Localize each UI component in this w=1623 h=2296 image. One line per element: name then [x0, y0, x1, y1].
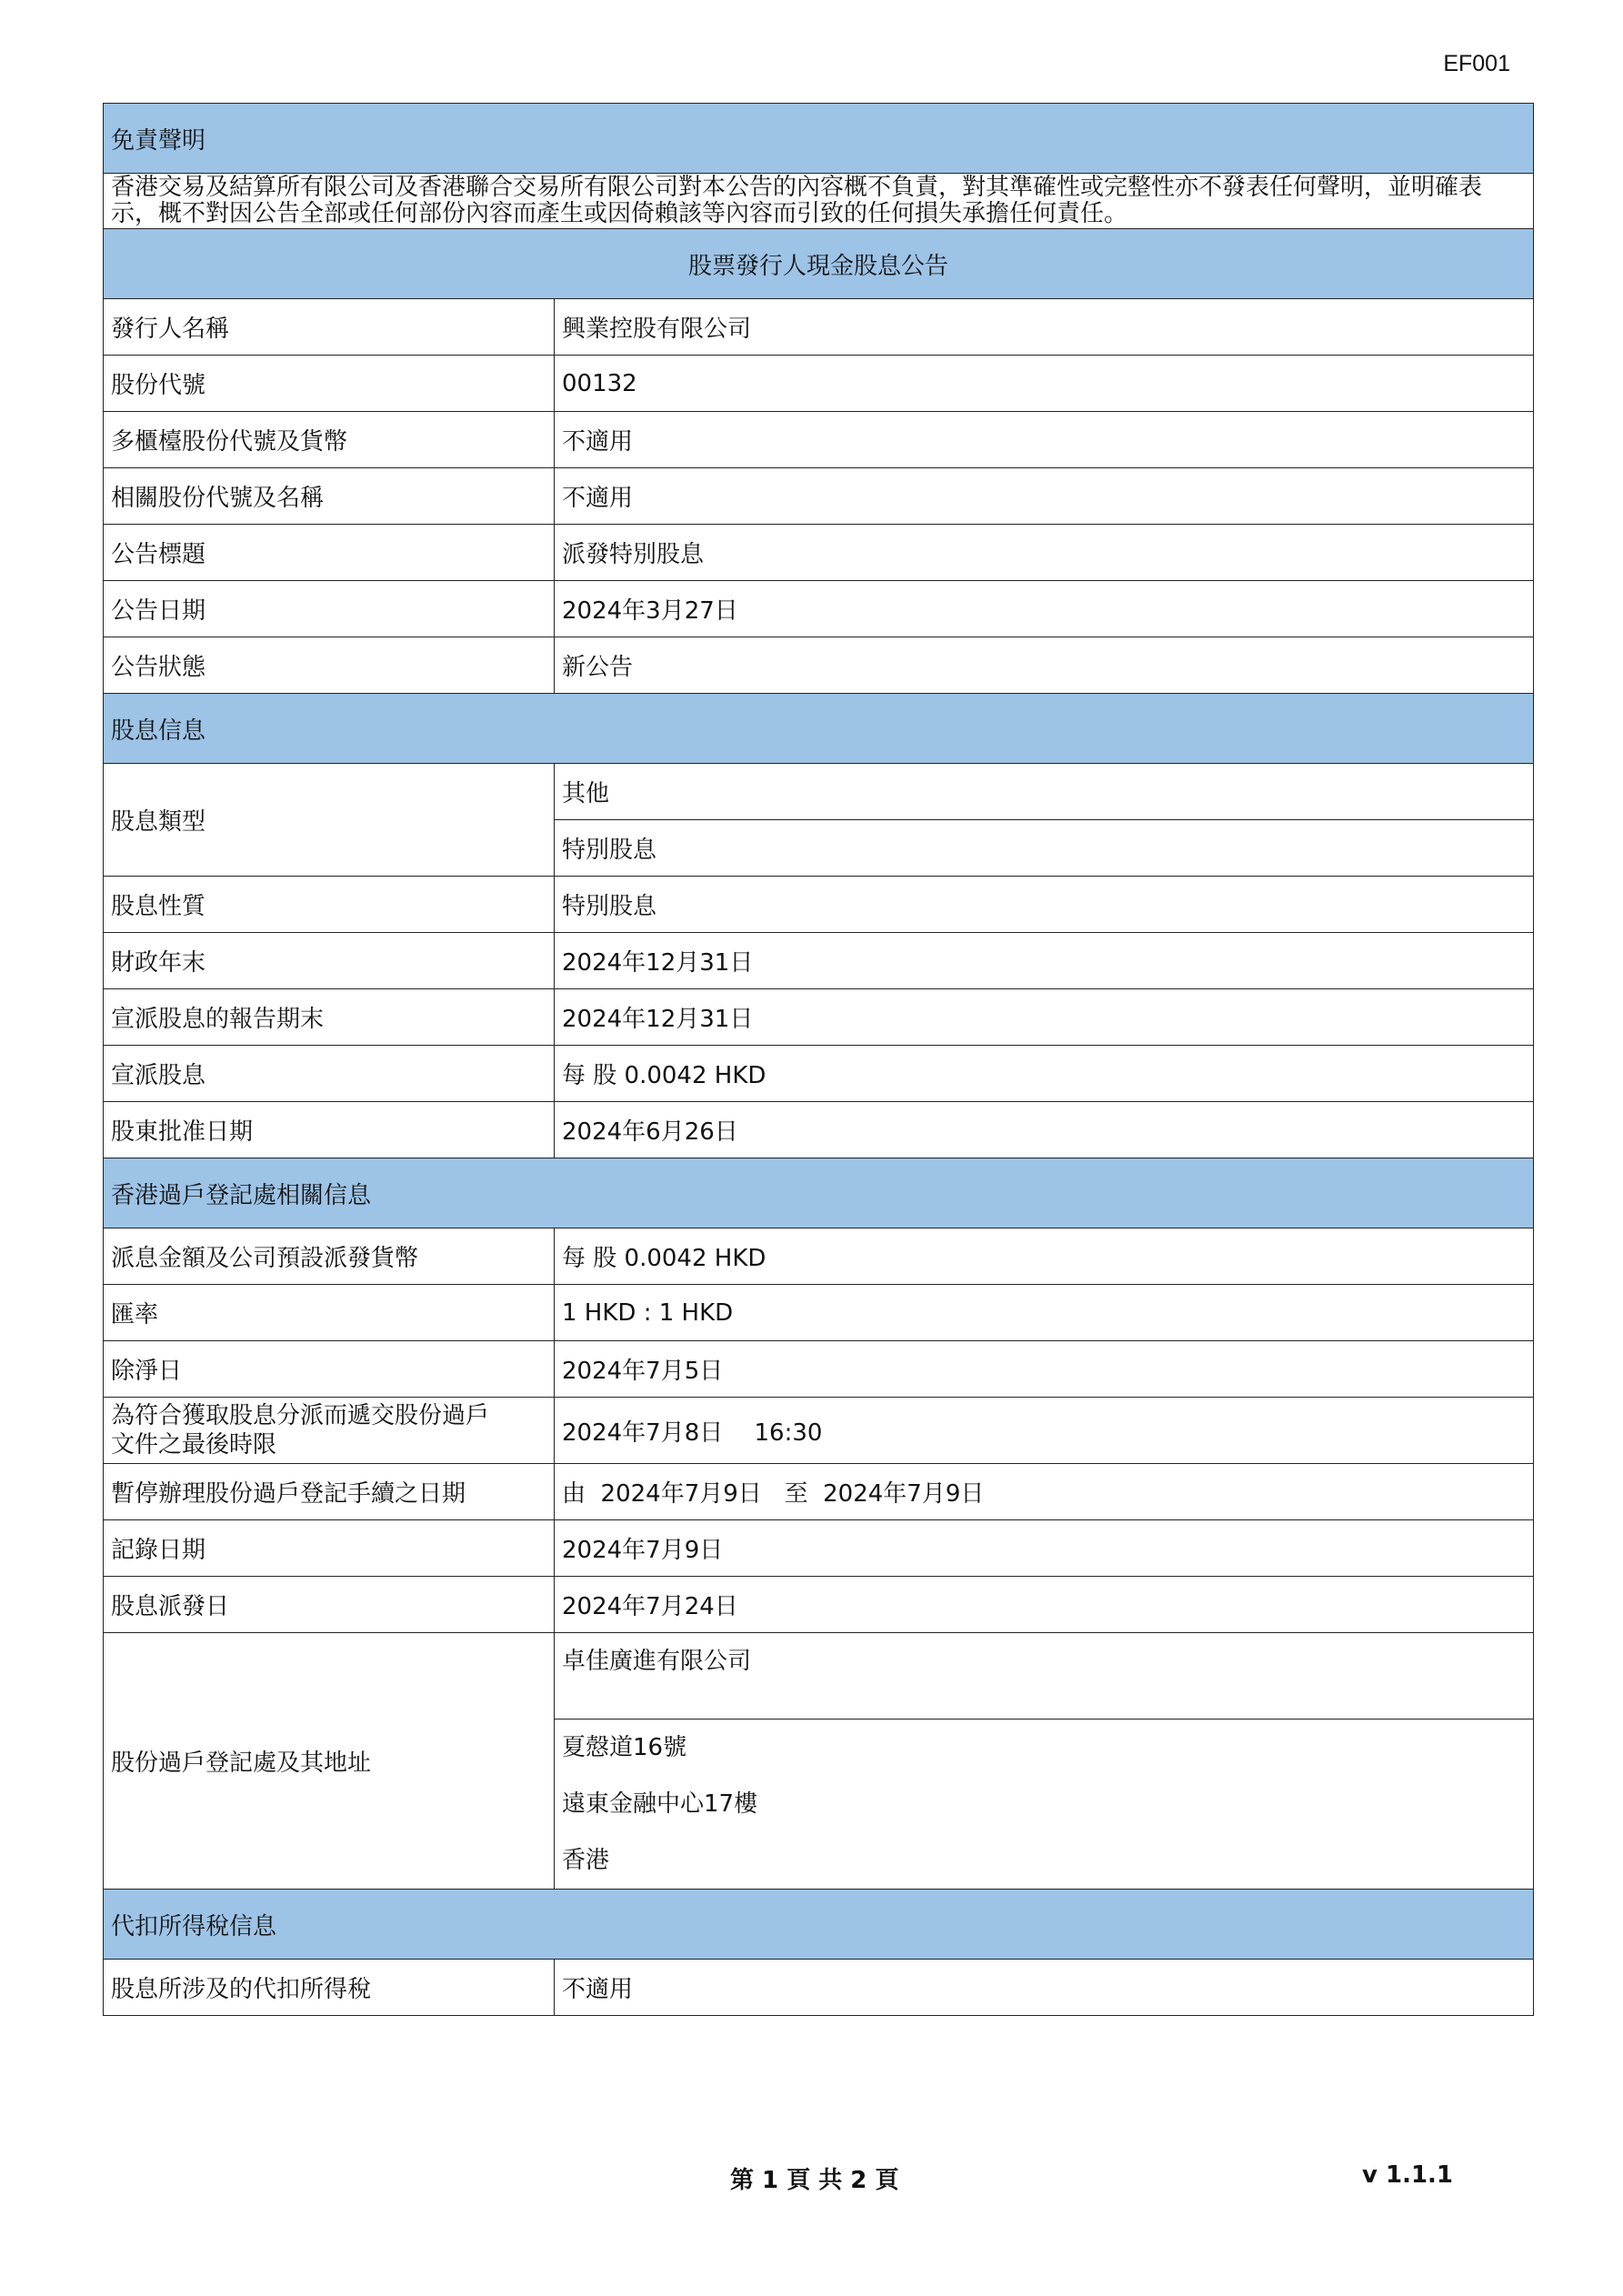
dividend-section-title: 股息信息 — [104, 694, 1534, 764]
row-value: 不適用 — [555, 1960, 1534, 2016]
row-label: 暫停辦理股份過戶登記手續之日期 — [104, 1464, 555, 1520]
table-row — [104, 1046, 1534, 1102]
table-row — [104, 764, 1534, 820]
registrar-name: 卓佳廣進有限公司 — [555, 1633, 1534, 1719]
row-label: 公告標題 — [104, 525, 555, 581]
version-label: v 1.1.1 — [1362, 2161, 1454, 2189]
row-label: 發行人名稱 — [104, 299, 555, 356]
row-value: 00132 — [555, 356, 1534, 412]
row-label: 股息派發日 — [104, 1577, 555, 1633]
row-label: 派息金額及公司預設派發貨幣 — [104, 1228, 555, 1285]
address-line: 遠東金融中心17樓 — [562, 1790, 758, 1818]
deadline-label-line1: 為符合獲取股息分派而遞交股份過戶 — [111, 1402, 490, 1429]
table-row — [104, 581, 1534, 637]
row-label: 宣派股息 — [104, 1046, 555, 1102]
row-value: 2024年12月31日 — [555, 933, 1534, 989]
row-label: 公告日期 — [104, 581, 555, 637]
row-value: 派發特別股息 — [555, 525, 1534, 581]
row-value: 2024年6月26日 — [555, 1102, 1534, 1158]
row-label: 公告狀態 — [104, 637, 555, 694]
row-value: 其他 — [555, 764, 1534, 820]
row-label: 匯率 — [104, 1285, 555, 1341]
registrar-section-title: 香港過戶登記處相關信息 — [104, 1158, 1534, 1228]
row-label: 股息類型 — [104, 764, 555, 877]
row-value: 特別股息 — [555, 877, 1534, 933]
table-row — [104, 933, 1534, 989]
row-label: 多櫃檯股份代號及貨幣 — [104, 412, 555, 468]
table-row — [104, 356, 1534, 412]
table-row — [104, 1520, 1534, 1577]
row-value: 由 2024年7月9日 至 2024年7月9日 — [555, 1464, 1534, 1520]
row-label — [104, 1398, 555, 1464]
row-label: 股份過戶登記處及其地址 — [104, 1633, 555, 1890]
deadline-label-line2: 文件之最後時限 — [111, 1431, 277, 1459]
form-code: EF001 — [1443, 51, 1510, 76]
row-label: 宣派股息的報告期末 — [104, 989, 555, 1046]
row-value: 興業控股有限公司 — [555, 299, 1534, 356]
row-value: 2024年7月9日 — [555, 1520, 1534, 1577]
table-row — [104, 1228, 1534, 1285]
table-row — [104, 299, 1534, 356]
table-row — [104, 1960, 1534, 2016]
row-value: 不適用 — [555, 412, 1534, 468]
row-value: 2024年12月31日 — [555, 989, 1534, 1046]
row-value: 1 HKD : 1 HKD — [555, 1285, 1534, 1341]
row-label: 記錄日期 — [104, 1520, 555, 1577]
table-row — [104, 637, 1534, 694]
announcement-table — [103, 103, 1534, 2016]
row-label: 股息所涉及的代扣所得稅 — [104, 1960, 555, 2016]
table-row — [104, 1577, 1534, 1633]
table-row — [104, 877, 1534, 933]
table-row — [104, 525, 1534, 581]
row-value: 特別股息 — [555, 820, 1534, 877]
registrar-address — [555, 1719, 1534, 1890]
main-title: 股票發行人現金股息公告 — [104, 229, 1534, 299]
disclaimer-title: 免責聲明 — [104, 104, 1534, 174]
page-number: 第 1 頁 共 2 頁 — [730, 2167, 899, 2194]
withholding-section-title: 代扣所得稅信息 — [104, 1890, 1534, 1960]
table-row — [104, 1633, 1534, 1719]
row-value: 每 股 0.0042 HKD — [555, 1046, 1534, 1102]
table-row — [104, 1102, 1534, 1158]
table-row — [104, 1341, 1534, 1398]
table-row — [104, 468, 1534, 525]
address-line: 夏慤道16號 — [562, 1734, 687, 1761]
row-value: 每 股 0.0042 HKD — [555, 1228, 1534, 1285]
table-row — [104, 412, 1534, 468]
row-label: 財政年末 — [104, 933, 555, 989]
table-row — [104, 1464, 1534, 1520]
row-value: 2024年7月5日 — [555, 1341, 1534, 1398]
row-label: 股息性質 — [104, 877, 555, 933]
row-value: 2024年7月24日 — [555, 1577, 1534, 1633]
address-line: 香港 — [562, 1847, 610, 1874]
disclaimer-text: 香港交易及結算所有限公司及香港聯合交易所有限公司對本公告的內容概不負責，對其準確性或完整性亦不發表任何聲明，並明確表示，概不對因公告全部或任何部份內容而產生或因倚賴該等內容而引致的任何損失承擔任何責任。 — [104, 174, 1534, 229]
row-value: 2024年3月27日 — [555, 581, 1534, 637]
row-label: 除淨日 — [104, 1341, 555, 1398]
row-value: 2024年7月8日 16:30 — [555, 1398, 1534, 1464]
row-label: 股東批准日期 — [104, 1102, 555, 1158]
table-row — [104, 1285, 1534, 1341]
table-row — [104, 989, 1534, 1046]
row-label: 相關股份代號及名稱 — [104, 468, 555, 525]
row-value: 不適用 — [555, 468, 1534, 525]
table-row — [104, 1398, 1534, 1464]
row-value: 新公告 — [555, 637, 1534, 694]
row-label: 股份代號 — [104, 356, 555, 412]
